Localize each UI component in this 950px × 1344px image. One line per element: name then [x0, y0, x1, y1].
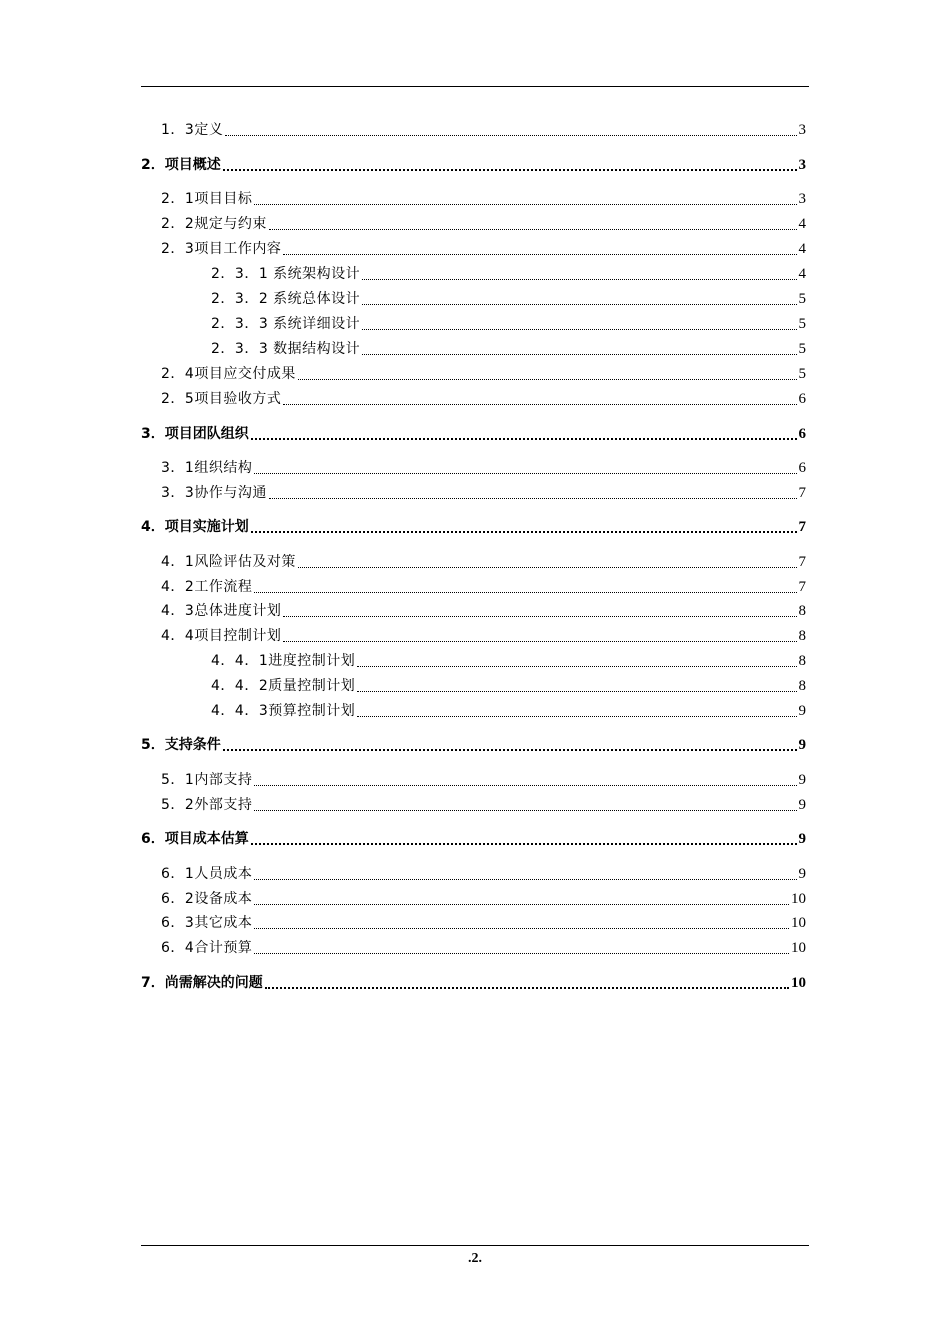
toc-entry-page: 4: [798, 216, 806, 232]
toc-entry[interactable]: [211, 675, 806, 695]
toc-entry[interactable]: [161, 551, 806, 571]
toc-leader-dots: [254, 953, 789, 954]
toc-entry-page: 10: [791, 940, 806, 956]
toc-entry[interactable]: [211, 313, 806, 333]
toc-leader-dots: [357, 716, 796, 717]
toc-entry-title: 5．1内部支持: [161, 772, 253, 788]
toc-entry[interactable]: [161, 119, 806, 139]
toc-entry-page: 9: [798, 703, 806, 719]
toc-entry-title: 2．5项目验收方式: [161, 391, 282, 407]
toc-entry-title: 2．3项目工作内容: [161, 241, 282, 257]
toc-entry-title: 6．2设备成本: [161, 891, 253, 907]
toc-entry-page: 6: [798, 460, 806, 476]
toc-leader-dots: [251, 531, 797, 533]
toc-entry-page: 3: [798, 157, 806, 173]
toc-entry[interactable]: [161, 363, 806, 383]
toc-entry-title: 4．1风险评估及对策: [161, 554, 296, 570]
toc-entry[interactable]: [141, 828, 806, 848]
toc-leader-dots: [362, 279, 796, 280]
toc-entry-page: 9: [798, 772, 806, 788]
toc-entry-page: 8: [798, 678, 806, 694]
toc-entry-title: 6．1人员成本: [161, 866, 253, 882]
toc-entry-page: 8: [798, 653, 806, 669]
toc-entry[interactable]: [211, 263, 806, 283]
toc-entry-title: 2．1项目目标: [161, 191, 253, 207]
toc-entry-title: 2．3．1 系统架构设计: [211, 266, 361, 282]
toc-entry-page: 9: [798, 831, 806, 847]
toc-leader-dots: [225, 135, 796, 136]
toc-entry-page: 5: [798, 316, 806, 332]
toc-entry-title: 4．4．1进度控制计划: [211, 653, 356, 669]
toc-leader-dots: [254, 592, 796, 593]
toc-entry-title: 4．4．3预算控制计划: [211, 703, 356, 719]
toc-leader-dots: [251, 438, 797, 440]
toc-leader-dots: [283, 254, 796, 255]
toc-entry-title: 2．4项目应交付成果: [161, 366, 296, 382]
toc-entry-page: 5: [798, 341, 806, 357]
toc-leader-dots: [223, 169, 797, 171]
toc-entry[interactable]: [161, 937, 806, 957]
toc-entry-title: 6．4合计预算: [161, 940, 253, 956]
toc-entry[interactable]: [211, 288, 806, 308]
toc-entry[interactable]: [141, 423, 806, 443]
toc-entry-page: 10: [791, 891, 806, 907]
toc-leader-dots: [362, 354, 796, 355]
toc-leader-dots: [298, 567, 797, 568]
toc-entry-title: 5．支持条件: [141, 737, 221, 753]
page-number: .2.: [468, 1251, 482, 1266]
toc-entry[interactable]: [161, 457, 806, 477]
toc-entry[interactable]: [141, 972, 806, 992]
toc-entry-page: 3: [798, 122, 806, 138]
toc-leader-dots: [254, 785, 796, 786]
toc-entry[interactable]: [161, 769, 806, 789]
toc-entry-title: 4．4．2质量控制计划: [211, 678, 356, 694]
toc-entry[interactable]: [211, 338, 806, 358]
toc-leader-dots: [254, 879, 796, 880]
toc-entry-page: 4: [798, 266, 806, 282]
footer-rule: [141, 1245, 809, 1246]
toc-entry-page: 5: [798, 366, 806, 382]
toc-entry-title: 4．2工作流程: [161, 579, 253, 595]
toc-entry-title: 2．2规定与约束: [161, 216, 267, 232]
toc-leader-dots: [254, 928, 789, 929]
toc-entry[interactable]: [211, 650, 806, 670]
toc-entry[interactable]: [161, 888, 806, 908]
toc-entry-title: 4．4项目控制计划: [161, 628, 282, 644]
toc-entry-title: 4．项目实施计划: [141, 519, 249, 535]
toc-entry-page: 7: [798, 485, 806, 501]
toc-entry[interactable]: [161, 625, 806, 645]
toc-entry-title: 1．3定义: [161, 122, 224, 138]
toc-leader-dots: [269, 498, 797, 499]
toc-entry[interactable]: [161, 863, 806, 883]
toc-entry[interactable]: [211, 700, 806, 720]
toc-entry-title: 2．3．2 系统总体设计: [211, 291, 361, 307]
toc-entry-page: 9: [798, 866, 806, 882]
toc-entry-title: 2．3．3 数据结构设计: [211, 341, 361, 357]
toc-entry-title: 5．2外部支持: [161, 797, 253, 813]
toc-entry[interactable]: [161, 388, 806, 408]
toc-entry[interactable]: [161, 238, 806, 258]
toc-entry-title: 2．项目概述: [141, 157, 221, 173]
toc-entry-page: 6: [798, 426, 806, 442]
toc-leader-dots: [283, 616, 796, 617]
toc-entry-page: 10: [791, 975, 806, 991]
toc-entry[interactable]: [161, 794, 806, 814]
toc-entry-page: 5: [798, 291, 806, 307]
toc-entry-page: 4: [798, 241, 806, 257]
toc-entry-page: 8: [798, 628, 806, 644]
toc-entry-page: 9: [798, 797, 806, 813]
toc-entry-title: 6．项目成本估算: [141, 831, 249, 847]
toc-entry-title: 3．3协作与沟通: [161, 485, 267, 501]
toc-leader-dots: [254, 904, 789, 905]
toc-leader-dots: [357, 691, 796, 692]
toc-entry[interactable]: [161, 188, 806, 208]
toc-entry[interactable]: [161, 576, 806, 596]
toc-entry-page: 7: [798, 579, 806, 595]
toc-entry[interactable]: [141, 516, 806, 536]
toc-entry-page: 8: [798, 603, 806, 619]
toc-entry-page: 7: [798, 554, 806, 570]
toc-leader-dots: [362, 304, 796, 305]
toc-entry-page: 6: [798, 391, 806, 407]
toc-entry-page: 9: [798, 737, 806, 753]
toc-leader-dots: [298, 379, 797, 380]
toc-entry-title: 3．1组织结构: [161, 460, 253, 476]
toc-leader-dots: [269, 229, 797, 230]
toc-entry[interactable]: [161, 600, 806, 620]
toc-entry-title: 7．尚需解决的问题: [141, 975, 263, 991]
toc-leader-dots: [254, 810, 796, 811]
toc-entry-page: 10: [791, 915, 806, 931]
toc-entry[interactable]: [141, 734, 806, 754]
toc-entry-title: 6．3其它成本: [161, 915, 253, 931]
toc-entry-page: 3: [798, 191, 806, 207]
toc-leader-dots: [283, 404, 796, 405]
toc-entry-title: 2．3．3 系统详细设计: [211, 316, 361, 332]
toc-leader-dots: [362, 329, 796, 330]
toc-entry-title: 4．3总体进度计划: [161, 603, 282, 619]
toc-entry-title: 3．项目团队组织: [141, 426, 249, 442]
toc-entry[interactable]: [161, 213, 806, 233]
toc-leader-dots: [357, 666, 796, 667]
toc-leader-dots: [254, 473, 796, 474]
toc-leader-dots: [265, 987, 789, 989]
toc-entry[interactable]: [141, 154, 806, 174]
toc-leader-dots: [223, 749, 797, 751]
toc-entry[interactable]: [161, 912, 806, 932]
toc-leader-dots: [283, 641, 796, 642]
toc-leader-dots: [251, 843, 797, 845]
toc-leader-dots: [254, 204, 796, 205]
toc-entry[interactable]: [161, 482, 806, 502]
toc-entry-page: 7: [798, 519, 806, 535]
